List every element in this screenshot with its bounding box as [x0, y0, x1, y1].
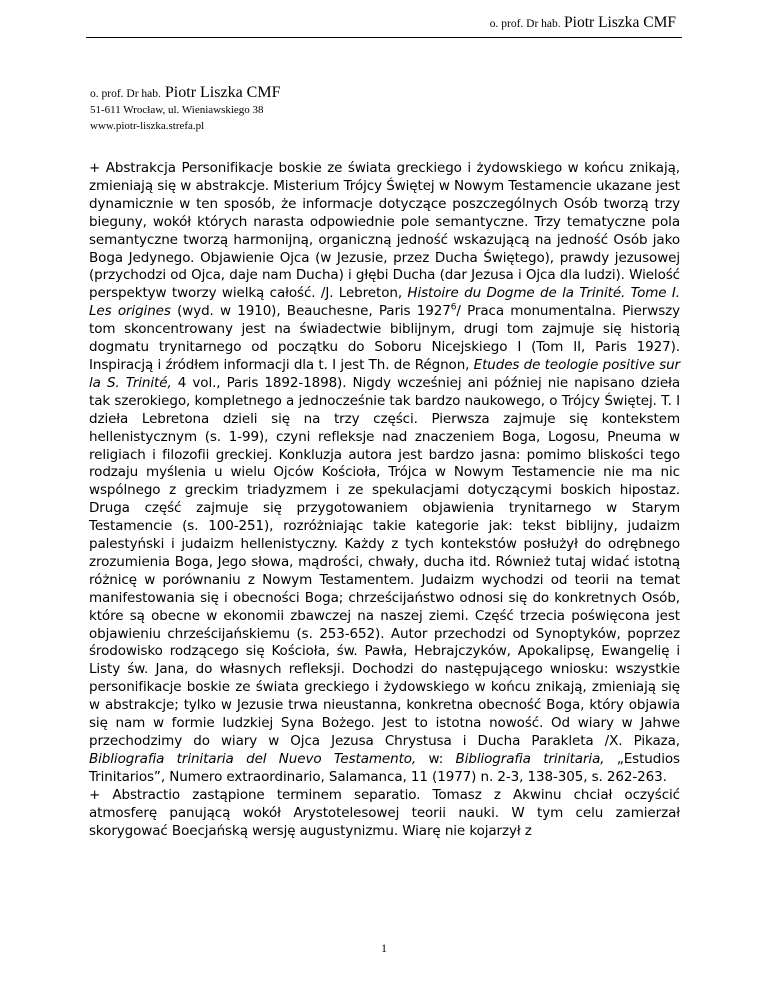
- author-address: 51-611 Wrocław, ul. Wieniawskiego 38: [90, 104, 264, 116]
- header-prefix: o. prof. Dr hab.: [489, 18, 561, 30]
- author-prefix: o. prof. Dr hab.: [90, 88, 161, 100]
- header-rule: [86, 37, 682, 38]
- text-run: + Abstrakcja Personifikacje boskie ze świata greckiego i żydowskiego w końcu znikają, zmieniają się w abstrakcje. Misterium Trójcy Świętej w Nowym Testamencie ukazane jest dynamicznie w ten sposób, że informacje dotyczące poszczególnych Osób tworzą trzy bieguny, wokół których narasta odpowiednie pole semantyczne. Trzy tematyczne pola semantyczne tworzą harmonijną, organiczną jedność wskazującą na jedność Osób jako Boga Jedynego. Objawienie Ojca (w Jezusie, przez Ducha Świętego), prawdy jezusowej (przychodzi od Ojca, daje nam Ducha) i głębi Ducha (dar Jezusa i Ojca dla ludzi). Wielość perspektyw tworzy wielką całość. /J. Lebreton,: [89, 160, 680, 302]
- text-run: „Estudios Trinitarios”, Numero extraordinario, Salamanca, 11 (1977) n. 2-3, 138-305, s. 262-263.: [89, 750, 680, 785]
- author-line: [90, 84, 280, 102]
- running-header: [490, 14, 676, 32]
- text-run: w:: [428, 750, 444, 767]
- superscript: 6: [450, 302, 457, 313]
- author-website: www.piotr-liszka.strefa.pl: [90, 120, 205, 132]
- italic-title: Histoire du Dogme de la Trinité. Tome I. Les origines: [89, 285, 680, 320]
- paragraph-abstractio: + Abstractio zastąpione terminem separatio. Tomasz z Akwinu chciał oczyścić atmosferę panującą wokół Arystotelesowej teorii nauki. W tym celu zamierzał skorygować Boecjańską wersję augustynizmu. Wiarę nie kojarzył z: [89, 786, 680, 839]
- italic-title: Bibliografia trinitaria,: [455, 750, 605, 767]
- header-author-name: Piotr Liszka CMF: [564, 14, 676, 31]
- italic-title: Bibliografia trinitaria del Nuevo Testamento,: [89, 750, 417, 767]
- page-number: 1: [381, 943, 387, 955]
- text-run: / Praca monumentalna. Pierwszy tom skoncentrowany jest na świadectwie biblijnym, drugi tom zajmuje się historią dogmatu trynitarnego od początku do Soboru Nicejskiego I (Tom II, Paris 1927). Inspiracją i źródłem informacji dla t. I jest Th. de Régnon,: [89, 303, 681, 373]
- italic-title: Etudes de teologie positive sur la S. Trinité,: [89, 356, 680, 391]
- author-block: [90, 84, 280, 134]
- text-run: (wyd. w 1910), Beauchesne, Paris 1927: [177, 303, 451, 320]
- author-name: Piotr Liszka CMF: [164, 84, 281, 101]
- paragraph-abstrakcja: [89, 160, 680, 787]
- text-run: 4 vol., Paris 1892-1898). Nigdy wcześniej ani później nie napisano dzieła tak szerokiego, kompletnego a jednocześnie tak bardzo naukowego, o Trójcy Świętej. T. I dzieła Lebretona dzieli się na trzy części. Pierwsza zajmuje się kontekstem hellenistycznym (s. 1-99), czyni refleksje nad znaczeniem Boga, Logosu, Pneuma w religiach i filozofii greckiej. Konkluzja autora jest bardzo jasna: pomimo bliskości tego rodzaju myślenia u wielu Ojców Kościoła, Trójca w Nowym Testamencie nie ma nic wspólnego z greckim triadyzmem i ze spekulacjami dotyczącymi boskich hipostaz. Druga część zajmuje się przygotowaniem objawienia trynitarnego w Starym Testamencie (s. 100-251), rozróżniając takie kategorie jak: tekst biblijny, judaizm palestyński i judaizm hellenistyczny. Każdy z tych kontekstów posłużył do odrębnego zrozumienia Boga, Jego słowa, mądrości, chwały, ducha itd. Również tutaj widać istotną różnicę w porównaniu z Nowym Testamentem. Judaizm wychodzi od teorii na temat manifestowania się i obecności Boga; chrześcijaństwo odnosi się do konkretnych Osób, które są obecne w ekonomii zbawczej na naszej ziemi. Część trzecia poświęcona jest objawieniu chrześcijańskiemu (s. 253-652). Autor przechodzi od Synoptyków, poprzez środowisko rodzącego się Kościoła, św. Pawła, Hebrajczyków, Apokalipsę, Ewangelię i Listy św. Jana, do własnych refleksji. Dochodzi do następującego wniosku: wszystkie personifikacje boskie ze świata greckiego i żydowskiego w końcu znikają, zmieniają się w abstrakcje; tylko w Jezusie trwa nieustanna, konkretna obecność Boga, który objawia się nam w formie ludzkiej Syna Bożego. Jest to istotna nowość. Od wiary w Jahwe przechodzimy do wiary w Ojca Jezusa Chrystusa i Ducha Parakleta /X. Pikaza,: [89, 374, 680, 749]
- document-body: [89, 160, 680, 840]
